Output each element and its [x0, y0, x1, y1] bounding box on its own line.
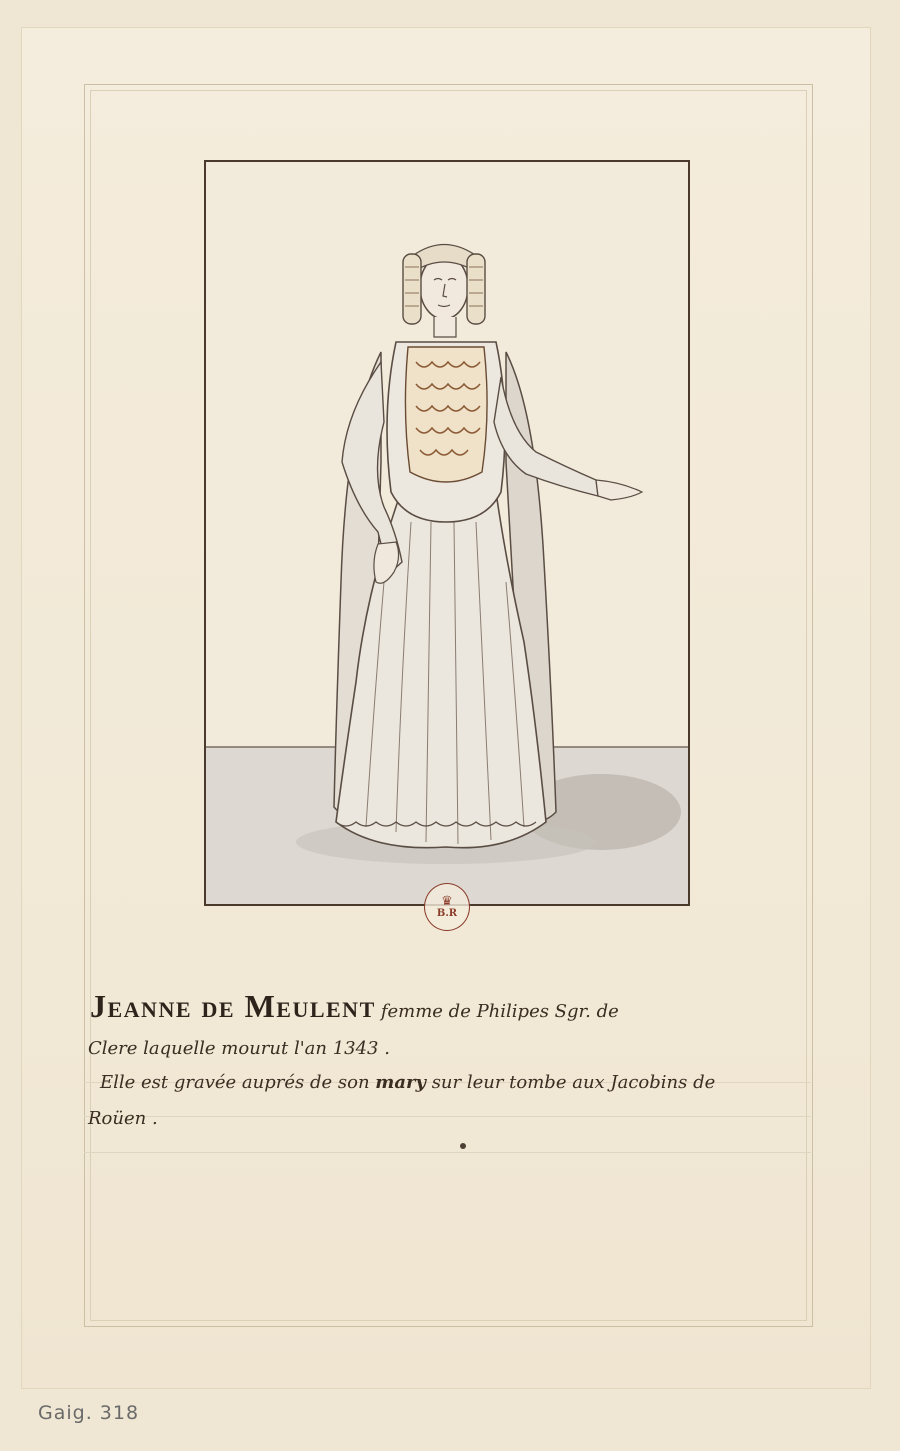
- caption-line-4: Roüen .: [88, 1108, 158, 1129]
- caption-line-3-b: sur leur tombe aux Jacobins de: [431, 1072, 716, 1093]
- library-stamp: [424, 883, 470, 931]
- woman-figure-drawing: [206, 162, 688, 904]
- caption-line-1-rest: femme de Philipes Sgr. de: [380, 1001, 619, 1022]
- caption-line-3-a: Elle est gravée auprés de son: [100, 1072, 370, 1093]
- caption-line-1: [90, 988, 619, 1025]
- shelfmark-label: Gaig. 318: [38, 1402, 140, 1424]
- caption-line-2: Clere laquelle mourut l'an 1343 .: [88, 1038, 390, 1059]
- ruled-line: [84, 1152, 811, 1153]
- illustration-plate: [204, 160, 690, 909]
- ink-spot: [460, 1143, 466, 1149]
- crown-icon: ♛: [441, 893, 453, 909]
- caption-line-3-bold: mary: [375, 1072, 426, 1093]
- stamp-monogram: B.R: [436, 907, 458, 919]
- caption-line-3: [100, 1072, 715, 1093]
- caption-name: Jeanne de Meulent: [90, 988, 376, 1024]
- ruled-line: [84, 1116, 811, 1117]
